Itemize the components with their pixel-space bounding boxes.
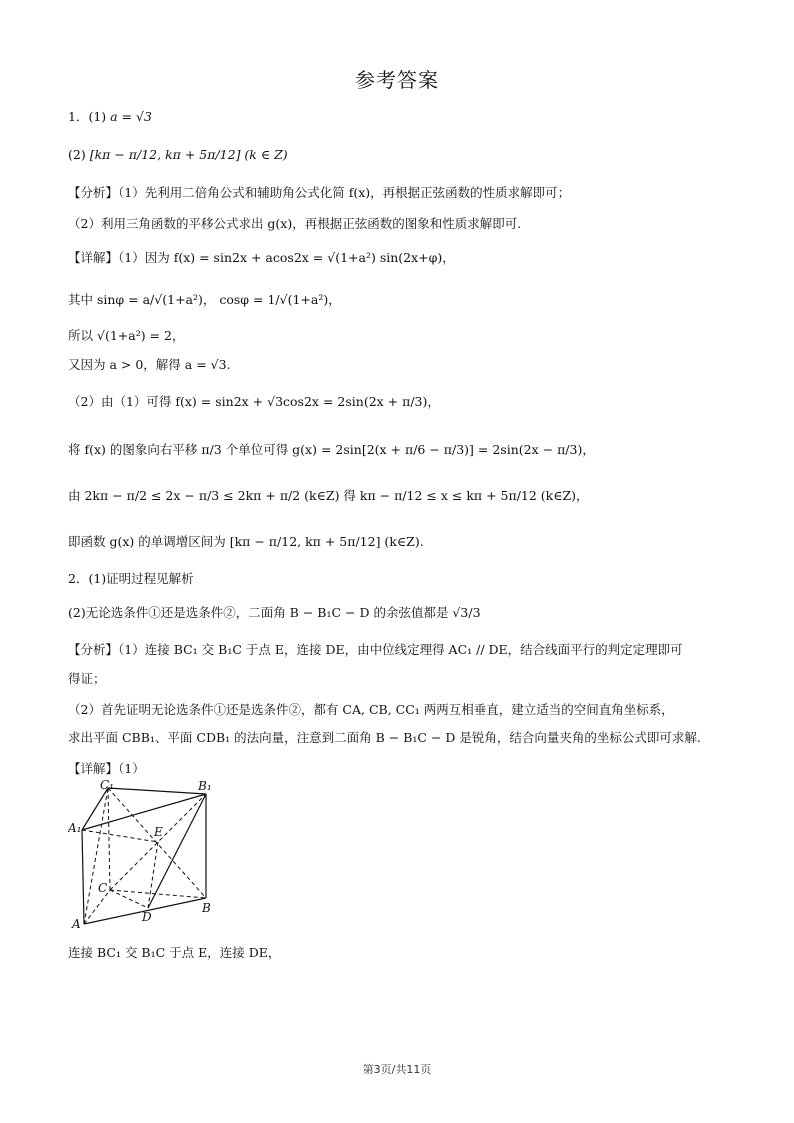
q1-answer-1: 1．(1) a = √3	[68, 109, 152, 124]
q1-detail-1: 【详解】（1）因为 f(x) = sin2x + acos2x = √(1+a²) sin(2x+φ)，	[68, 250, 455, 265]
label-c: C	[98, 881, 108, 895]
q1-analysis-1: 【分析】（1）先利用二倍角公式和辅助角公式化简 f(x)，再根据正弦函数的性质求解即可；	[68, 185, 571, 200]
q2-analysis-1b: 得证；	[68, 671, 106, 686]
label-a: A	[72, 917, 81, 930]
q1-detail-2: 其中 sinφ = a/√(1+a²)， cosφ = 1/√(1+a²)，	[68, 292, 341, 307]
page-title: 参考答案	[355, 68, 439, 92]
q1-detail-5: （2）由（1）可得 f(x) = sin2x + √3cos2x = 2sin(2x + π/3)，	[68, 394, 440, 409]
label-a1: A₁	[68, 821, 82, 835]
edge-a1-a	[82, 830, 84, 924]
label-b1: B₁	[198, 780, 212, 793]
q2-after-figure: 连接 BC₁ 交 B₁C 于点 E，连接 DE，	[68, 945, 281, 960]
edge-c1-b1	[108, 788, 206, 794]
edge-c1-c	[108, 788, 110, 890]
label-c1: C₁	[100, 780, 114, 792]
q1-answer-2: (2) [kπ − π/12, kπ + 5π/12] (k ∈ Z)	[68, 147, 288, 162]
q1-detail-7: 由 2kπ − π/2 ≤ 2x − π/3 ≤ 2kπ + π/2 (k∈Z) 得 kπ − π/12 ≤ x ≤ kπ + 5π/12 (k∈Z)，	[68, 488, 589, 503]
label-d: D	[142, 910, 152, 924]
q2-analysis-2: （2）首先证明无论选条件①还是选条件②，都有 CA, CB, CC₁ 两两互相垂直，建立适当的空间直角坐标系，	[68, 702, 674, 717]
label-b: B	[202, 901, 211, 915]
q1-detail-6: 将 f(x) 的图象向右平移 π/3 个单位可得 g(x) = 2sin[2(x + π/6 − π/3)] = 2sin(2x − π/3)，	[68, 442, 595, 457]
q2-answer-1: 2．(1)证明过程见解析	[68, 571, 194, 586]
segment-c-d	[110, 890, 148, 908]
q2-analysis-3: 求出平面 CBB₁、平面 CDB₁ 的法向量，注意到二面角 B − B₁C − D 是锐角，结合向量夹角的坐标公式即可求解.	[68, 730, 701, 745]
q1-detail-8: 即函数 g(x) 的单调增区间为 [kπ − π/12, kπ + 5π/12] (k∈Z).	[68, 534, 424, 549]
q2-answer-2: (2)无论选条件①还是选条件②，二面角 B − B₁C − D 的余弦值都是 √3/3	[68, 605, 481, 620]
q1-answer-1-expr: a = √3	[110, 109, 152, 124]
label-e: E	[154, 825, 163, 839]
q1-detail-4: 又因为 a > 0，解得 a = √3.	[68, 357, 231, 372]
q1-detail-3: 所以 √(1+a²) = 2，	[68, 328, 185, 343]
q2-analysis-1: 【分析】（1）连接 BC₁ 交 B₁C 于点 E，连接 DE，由中位线定理得 AC₁ // DE，结合线面平行的判定定理即可	[68, 642, 683, 657]
q1-answer-2-expr: [kπ − π/12, kπ + 5π/12] (k ∈ Z)	[89, 147, 288, 162]
q2-detail: 【详解】（1）	[68, 761, 145, 776]
prism-figure	[68, 780, 228, 930]
q1-analysis-2: （2）利用三角函数的平移公式求出 g(x)，再根据正弦函数的图象和性质求解即可.	[68, 216, 522, 231]
page-footer: 第3页/共11页	[362, 1063, 432, 1076]
